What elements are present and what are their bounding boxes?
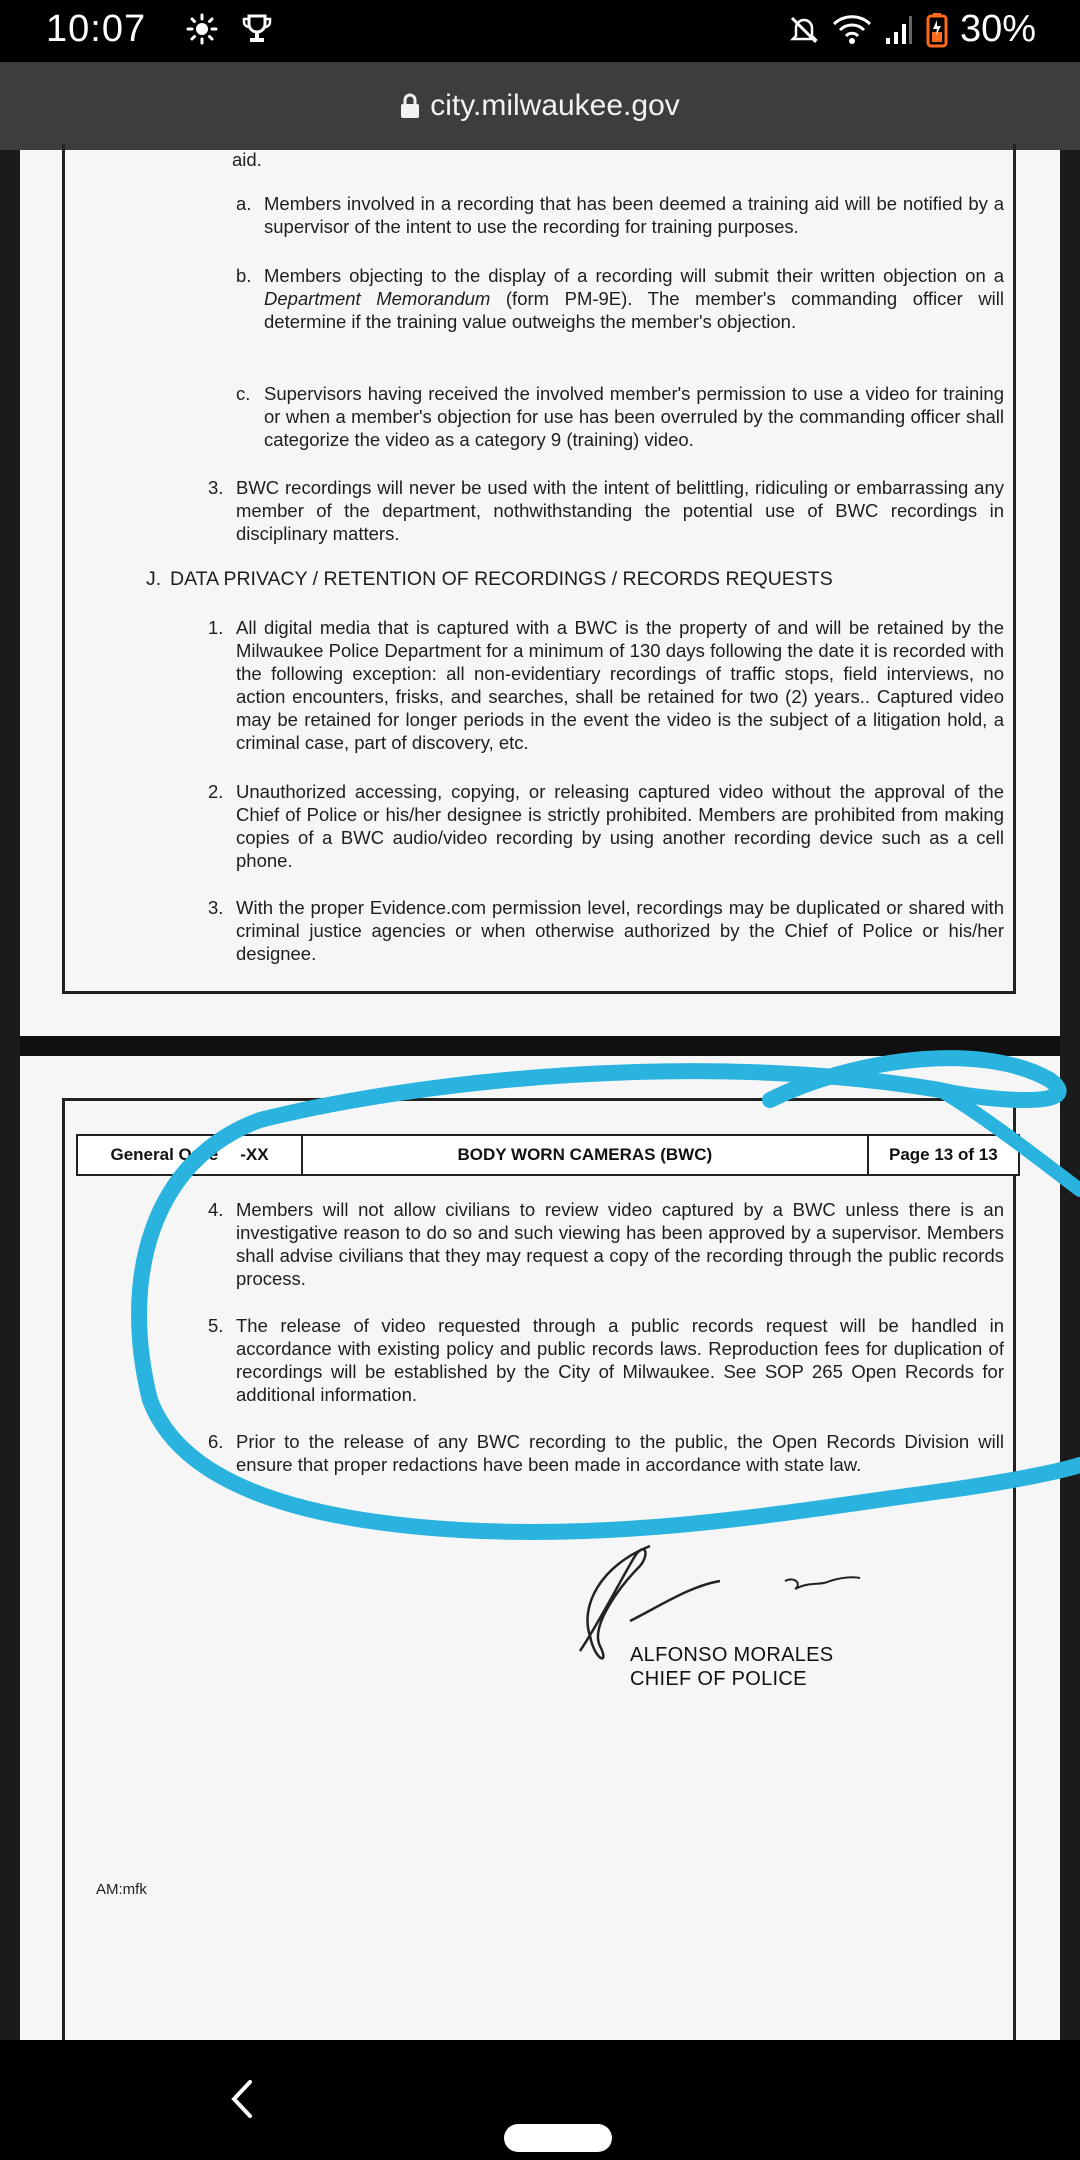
list-item: 6. Prior to the release of any BWC recording to the public, the Open Records Division will ensure that proper redactions have been made in accordance with state law. [208, 1431, 1004, 1475]
document-viewer[interactable] [20, 150, 1060, 2040]
list-item: b. Members objecting to the display of a recording will submit their written objection on a Department Memorandum (form PM-9E). The member's commanding officer will determine if the training value outweighs the member's objection. [236, 265, 1005, 332]
list-item: a. Members involved in a recording that has been deemed a training aid will be notified by a supervisor of the intent to use the recording for training purposes. [236, 193, 1004, 237]
list-item: 3. With the proper Evidence.com permission level, recordings may be duplicated or shared with criminal justice agencies or when otherwise authorized by the Chief of Police or his/her designee. [208, 897, 1004, 964]
signatory-name: ALFONSO MORALES [630, 1644, 834, 1666]
status-time: 10:07 [46, 8, 147, 50]
cut-off-line: aid. [232, 149, 262, 170]
home-pill-button[interactable] [504, 2124, 612, 2152]
signal-icon [884, 14, 914, 46]
url-text: city.milwaukee.gov [430, 89, 680, 122]
url-bar[interactable] [0, 62, 1080, 150]
signatory-title: CHIEF OF POLICE [630, 1668, 807, 1690]
lock-icon [400, 93, 420, 119]
list-item: 3. BWC recordings will never be used with the intent of belittling, ridiculing or embarrassing any member of the department, nothwithstanding the potential use of BWC recordings in disciplinary matters. [208, 477, 1004, 544]
document-header-table [76, 1134, 1020, 1176]
general-order-cell: General Orde -XX [78, 1136, 303, 1174]
wifi-icon [832, 14, 872, 46]
battery-icon [926, 12, 948, 48]
battery-percentage: 30% [959, 8, 1036, 50]
back-icon[interactable] [222, 2074, 262, 2124]
page-number-cell: Page 13 of 13 [888, 1145, 998, 1164]
list-item: c. Supervisors having received the involved member's permission to use a video for training or when a member's objection for use has been overruled by the commanding officer shall categorize the video as a category 9 (training) video. [236, 383, 1004, 450]
list-item: 4. Members will not allow civilians to review video captured by a BWC unless there is an investigative reason to do so and such viewing has been approved by a supervisor. Members shall advise civilians that they may request a copy of the recording through the public records process. [208, 1199, 1004, 1289]
document-page-13 [20, 1056, 1060, 2040]
brightness-icon [186, 13, 218, 45]
list-item: 5. The release of video requested through a public records request will be handled in accordance with existing policy and public records laws. Reproduction fees for duplication of recordings will be established by the City of Milwaukee. See SOP 265 Open Records for additional information. [208, 1315, 1004, 1405]
document-page-12 [20, 150, 1060, 1036]
section-heading: J. DATA PRIVACY / RETENTION OF RECORDINGS / RECORDS REQUESTS [146, 568, 833, 590]
document-title-cell: BODY WORN CAMERAS (BWC) [303, 1136, 869, 1174]
navigation-bar [0, 2040, 1080, 2160]
document-initials: AM:mfk [96, 1881, 147, 1898]
status-bar [0, 0, 1080, 62]
do-not-disturb-icon [788, 14, 820, 46]
list-item: 1. All digital media that is captured with a BWC is the property of and will be retained by the Milwaukee Police Department for a minimum of 130 days following the date it is recorded with the following exception: all non-evidentiary recordings of traffic stops, field interviews, no action encounters, frisks, and searches, shall be retained for two (2) years.. Captured video may be retained for longer periods in the event the video is the subject of a litigation hold, a criminal case, part of discovery, etc. [208, 617, 1004, 753]
list-item: 2. Unauthorized accessing, copying, or releasing captured video without the approval of the Chief of Police or his/her designee is strictly prohibited. Members are prohibited from making copies of a BWC audio/video recording by using another recording device such as a cell phone. [208, 781, 1004, 871]
trophy-icon [240, 12, 274, 46]
